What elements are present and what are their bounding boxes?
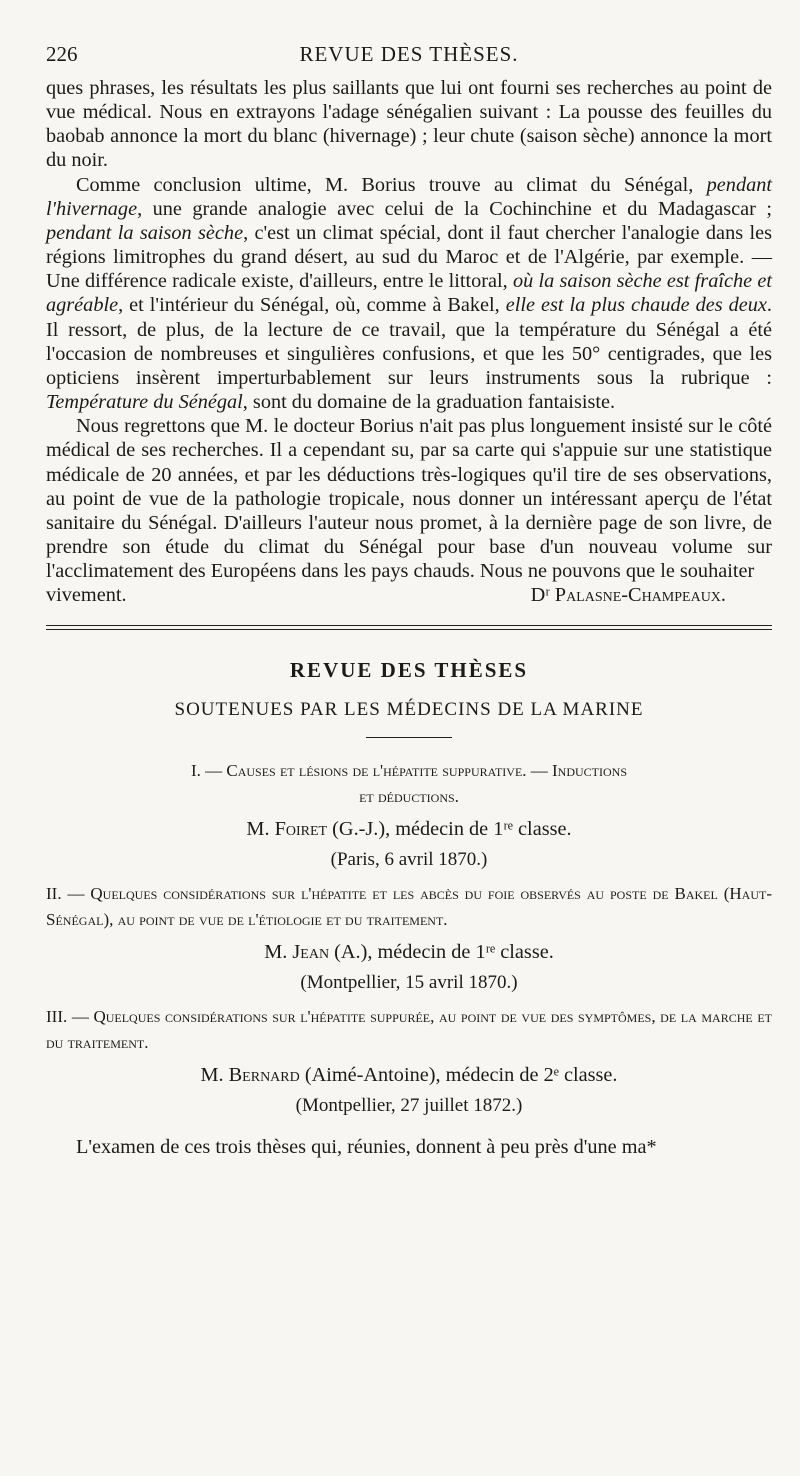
thesis-3-date: (Montpellier, 27 juillet 1872.) xyxy=(295,1095,523,1117)
closing-word: vivement. xyxy=(46,584,127,607)
text-run: Comme conclusion ultime, M. Borius trouve au climat du Sénégal, xyxy=(76,173,707,196)
running-head xyxy=(46,42,772,76)
text-run: , et l'intérieur du Sénégal, où, comme à Bakel, xyxy=(118,294,506,317)
text-run: . Il ressort, de plus, de la lecture de ce travail, que la température du Sénégal a été l'occasion de nombreuses et singulières confusions, et que les 50° centigrades, que les opticiens insèrent imperturbablement sur leurs instruments sous la rubrique : xyxy=(46,294,772,389)
thesis-2-heading: II. — Quelques considérations sur l'hépatite et les abcès du foie observés au poste de Bakel (Haut-Sénégal), au point de vue de l'étiologie et du traitement. xyxy=(46,884,772,930)
document-page xyxy=(46,42,772,1159)
thesis-1-heading-line1: I. — Causes et lésions de l'hépatite suppurative. — Inductions xyxy=(190,761,628,781)
author-details: (Aimé-Antoine), médecin de 2ᵉ classe. xyxy=(299,1064,618,1087)
author-prefix: M. xyxy=(246,818,275,841)
thesis-3-heading: III. — Quelques considérations sur l'hépatite suppurée, au point de vue des symptômes, de la marche et du traitement. xyxy=(46,1007,772,1053)
paragraph-1: ques phrases, les résultats les plus saillants que lui ont fourni ses recherches au point de vue médical. Nous en extrayons l'adage sénégalien suivant : La pousse des feuilles du baobab annonce la mort du blanc (hivernage) ; leur chute (saison sèche) annonce la mort du noir. xyxy=(46,77,772,172)
thesis-1-heading-line2: et déductions. xyxy=(359,787,459,807)
section-subtitle: SOUTENUES PAR LES MÉDECINS DE LA MARINE xyxy=(174,699,644,721)
text-run: , c'est un climat spécial, dont il faut chercher l'analogie dans les régions limitrophes du grand désert, au sud du Maroc et de l'Algérie, par exemple. — Une différence radicale existe, d'ailleurs, entre le littoral, xyxy=(46,221,772,293)
thesis-2-author xyxy=(46,941,772,964)
italic-run: où la saison sèche est fraîche et agréable xyxy=(46,270,772,317)
author-details: (A.), médecin de 1ʳᵉ classe. xyxy=(329,941,554,964)
final-line: L'examen de ces trois thèses qui, réunies, donnent à peu près d'une ma* xyxy=(76,1136,657,1159)
short-divider xyxy=(366,737,452,738)
section-title: REVUE DES THÈSES xyxy=(289,658,529,683)
thesis-1-date: (Paris, 6 avril 1870.) xyxy=(330,849,488,871)
author-name: Bernard xyxy=(228,1064,300,1087)
italic-run: Température du Sénégal xyxy=(46,391,243,414)
author-name: Jean xyxy=(292,941,330,964)
italic-run: elle est la plus chaude des deux xyxy=(505,294,767,317)
page-number: 226 xyxy=(46,42,78,66)
paragraph-3: Nous regrettons que M. le docteur Borius n'ait pas plus longuement insisté sur le côté médical de ses recherches. Il a cependant su, par sa carte qui s'appuie sur une statistique médicale de 20 années, et par les déductions très-logiques qu'il tire de ses observations, au point de vue de la pathologie tropicale, nous donner un intéressant aperçu de l'état sanitaire du Sénégal. D'ailleurs l'auteur nous promet, à la dernière page de son livre, de prendre son étude du climat du Sénégal pour base d'un nouveau volume sur l'acclimatement des Européens dans les pays chauds. Nous ne pouvons que le souhaiter xyxy=(46,415,772,583)
author-details: (G.-J.), médecin de 1ʳᵉ classe. xyxy=(327,818,572,841)
author-name: Foiret xyxy=(274,818,328,841)
author-signature: Dʳ Palasne-Champeaux. xyxy=(530,584,726,607)
section-divider xyxy=(46,625,772,630)
author-prefix: M. xyxy=(264,941,293,964)
paragraph-2 xyxy=(46,173,772,415)
italic-run: pendant la saison sèche xyxy=(46,221,244,244)
thesis-2-date: (Montpellier, 15 avril 1870.) xyxy=(300,972,518,994)
thesis-1-author xyxy=(46,818,772,841)
text-run: , une grande analogie avec celui de la Cochinchine et du Madagascar ; xyxy=(137,197,772,220)
author-prefix: M. xyxy=(200,1064,229,1087)
italic-run: pendant l'hivernage xyxy=(46,173,772,220)
closing-line xyxy=(46,583,772,609)
thesis-3-author xyxy=(46,1064,772,1087)
thesis-1-heading xyxy=(46,758,772,810)
text-run: , sont du domaine de la graduation fantaisiste. xyxy=(242,391,616,414)
running-title: REVUE DES THÈSES. xyxy=(299,42,519,66)
